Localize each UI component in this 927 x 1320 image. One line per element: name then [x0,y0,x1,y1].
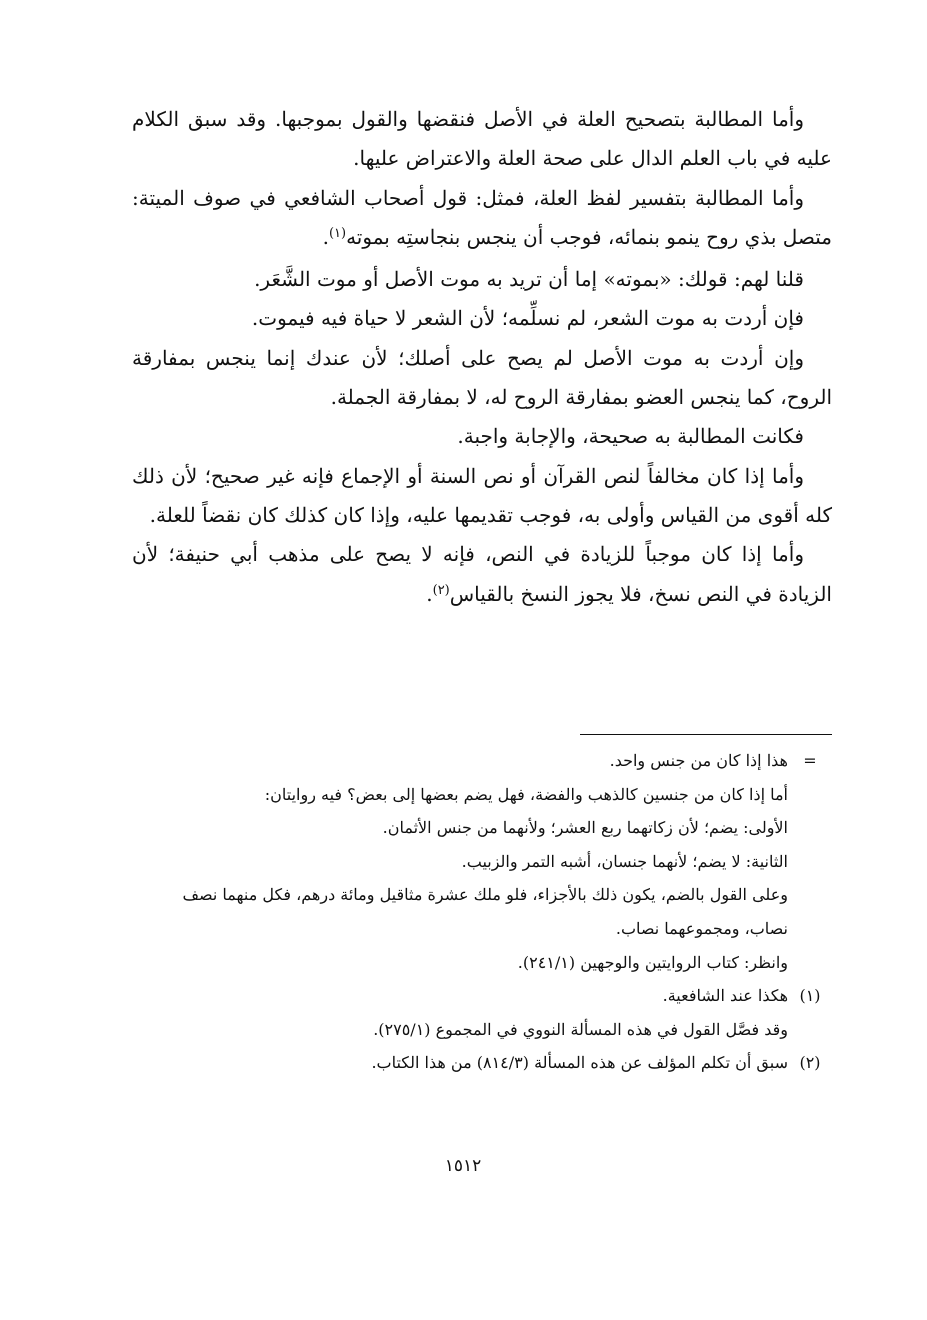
footnote-continuation-line [148,845,832,879]
footnote-1-text: هكذا عند الشافعية. [662,986,788,1006]
footnote-ref-2: (٢) [432,582,450,598]
footnote-continuation-marker: = [803,751,817,770]
paragraph-8-text: وأما إذا كان موجباً للزيادة في النص، فإنه لا يصح على مذهب أبي حنيفة؛ لأن الزيادة في النص نسخ، فلا يجوز النسخ بالقياس [132,542,832,606]
paragraph-8-end: . [426,581,433,606]
footnote-continuation-line [148,878,832,945]
footnote-continuation-text: هذا إذا كان من جنس واحد. [609,751,788,770]
paragraph-2-end: . [322,224,329,249]
footnote-continuation-line [148,778,832,812]
paragraph-6-text: فكانت المطالبة به صحيحة، والإجابة واجبة. [457,424,804,449]
paragraph-4 [132,299,832,338]
paragraph-5-text: وإن أردت به موت الأصل لم يصح على أصلك؛ لأن عندك إنما ينجس بمفارقة الروح، كما ينجس العضو بمفارقة الروح له، لا بمفارقة الجملة. [132,345,832,410]
paragraph-1 [132,100,832,179]
footnote-1 [148,979,832,1013]
footnote-2-marker: (٢) [799,1053,821,1073]
paragraph-2-text: وأما المطالبة بتفسير لفظ العلة، فمثل: قول أصحاب الشافعي في صوف الميتة: متصل بذي روح ينمو بنمائه، فوجب أن ينجس بنجاستِه بموته [132,185,832,249]
footnote-1-continued [148,1013,832,1047]
paragraph-8 [132,535,832,617]
footnote-2 [148,1046,832,1080]
footnote-ref-1: (١) [328,225,347,241]
paragraph-3-text: قلنا لهم: قولك: «بموته» إما أن تريد به موت الأصل أو موت الشَّعَر. [254,267,804,292]
footnote-separator [580,734,832,735]
footnote-continuation-line [148,744,832,778]
footnote-2-text: سبق أن تكلم المؤلف عن هذه المسألة (٨١٤/٣) من هذا الكتاب. [371,1053,788,1073]
paragraph-6 [132,417,832,456]
paragraph-5 [132,339,832,418]
paragraph-7 [132,457,832,536]
paragraph-7-text: وأما إذا كان مخالفاً لنص القرآن أو نص السنة أو الإجماع فإنه غير صحيح؛ لأن ذلك كله أقوى من القياس وأولى به، فوجب تقديمها عليه، وإذا كان كذلك كان نقضاً للعلة. [132,463,832,527]
footnote-continuation-text: وعلى القول بالضم، يكون ذلك بالأجزاء، فلو ملك عشرة مثاقيل ومائة درهم، فكل منهما نصف نصاب، ومجموعهما نصاب. [182,885,788,938]
paragraph-1-text: وأما المطالبة بتصحيح العلة في الأصل فنقضها والقول بموجبها. وقد سبق الكلام عليه في باب العلم الدال على صحة العلة والاعتراض عليها. [132,107,832,171]
paragraph-2 [132,179,832,261]
footnote-1-marker: (١) [799,986,821,1006]
paragraph-4-text: فإن أردت به موت الشعر، لم نسلِّمه؛ لأن الشعر لا حياة فيه فيموت. [251,306,804,331]
paragraph-3 [132,260,832,299]
footnote-continuation-text: أما إذا كان من جنسين كالذهب والفضة، فهل يضم بعضها إلى بعض؟ فيه روايتان: [264,784,788,804]
page-number: ١٥١٢ [444,1156,482,1176]
footnotes [148,744,832,1080]
footnote-continuation-text: الأولى: يضم؛ لأن زكاتهما ربع العشر؛ ولأنهما من جنس الأثمان. [382,818,788,838]
footnote-continuation-text: وانظر: كتاب الروايتين والوجهين (٢٤١/١). [517,952,788,972]
footnote-1-text: وقد فصَّل القول في هذه المسألة النووي في المجموع (٢٧٥/١). [373,1019,788,1039]
footnote-continuation-line [148,811,832,845]
main-text [132,100,832,617]
footnote-continuation-line [148,946,832,980]
footnote-continuation-text: الثانية: لا يضم؛ لأنهما جنسان، أشبه التمر والزبيب. [461,851,788,871]
